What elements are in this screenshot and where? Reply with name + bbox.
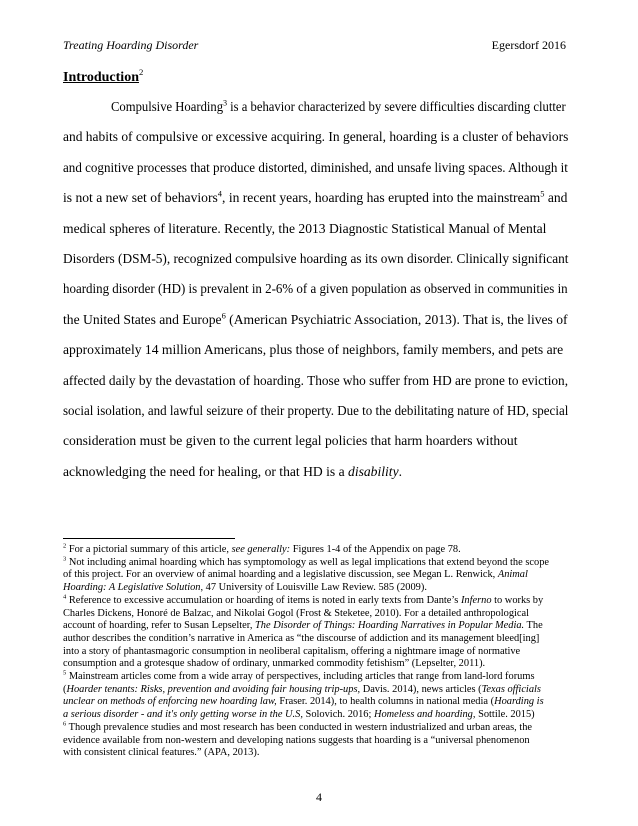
footnote-reference: 6	[221, 310, 226, 321]
text-run: is not a new set of behaviors	[63, 190, 218, 206]
section-heading: Introduction$^2$	[63, 67, 144, 85]
body-line	[111, 97, 566, 114]
text-run: , 47 University of Louisville Law Review. 585 (2009).	[200, 582, 427, 594]
footnote-separator	[63, 538, 235, 539]
body-line	[63, 374, 568, 388]
text-run: (American Psychiatric Association, 2013). That is, the lives of	[225, 311, 568, 327]
footnote-line	[63, 720, 532, 733]
footnote-line	[63, 593, 544, 606]
text-run: Fraser. 2014), to health columns in national media (	[276, 696, 495, 708]
text-run: Reference to excessive accumulation or hoarding of items is noted in early texts from Dante’s	[66, 594, 461, 606]
text-run: Mainstream articles come from a wide array of perspectives, including articles that range from land-lord forums	[66, 671, 535, 682]
footnote-line	[63, 570, 528, 580]
footnote-reference: 6	[63, 720, 67, 728]
text-run: Charles Dickens, Honoré de Balzac, and Nikolai Gogol (Frost & Steketee, 2010). For a detailed anthropological	[63, 607, 530, 619]
text-run: account of hoarding, refer to Susan Lepselter,	[63, 620, 256, 632]
text-run: the United States and Europe	[63, 311, 222, 327]
text-run: approximately 14 million Americans, plus those of neighbors, family members, and pets are	[63, 342, 564, 358]
text-run: evidence available from non-western and developing nations suggests that hoarding is a “universal phenomenon	[63, 734, 530, 746]
italic-text: Texas officials	[481, 683, 541, 695]
footnote-reference: 5	[63, 669, 67, 677]
text-run: Figures 1-4 of the Appendix on page 78.	[290, 544, 461, 555]
text-run: .	[398, 463, 403, 479]
body-line	[63, 404, 568, 418]
italic-text: disability	[348, 463, 399, 479]
italic-text: Hoarder tenants: Risks, prevention and avoiding fair housing trip-ups,	[66, 683, 361, 695]
text-run: into a story of phantasmagoric consumption in neoliberal capitalism, offering a nightmare image of normative	[63, 645, 521, 657]
footnote-line	[63, 555, 549, 568]
footnote-line	[63, 634, 539, 644]
body-line	[63, 222, 546, 236]
italic-text: Animal	[497, 569, 528, 581]
italic-text: a serious disorder - and it's only getting worse in the U.S,	[63, 709, 303, 721]
footnote-line	[63, 669, 535, 682]
text-run: Though prevalence studies and most research has been conducted in western industrialized and urban areas, the	[66, 721, 532, 733]
page-number: 4	[316, 790, 322, 804]
text-run: with consistent clinical features.” (APA, 2013).	[63, 747, 260, 759]
footnote-reference: 4	[217, 188, 223, 199]
footnote-reference: 3	[223, 97, 228, 108]
body-line	[63, 310, 568, 327]
body-line	[63, 282, 568, 296]
text-run: , in recent years, hoarding has erupted into the mainstream	[222, 190, 541, 206]
footnote-line	[63, 542, 461, 555]
text-run: Compulsive Hoarding	[111, 99, 224, 114]
text-run: medical spheres of literature. Recently, the 2013 Diagnostic Statistical Manual of Mental	[63, 220, 547, 236]
body-line	[63, 130, 568, 144]
footnote-reference: 5	[540, 188, 545, 199]
body-line	[63, 252, 568, 266]
text-run: hoarding disorder (HD) is prevalent in 2-6% of a given population as observed in communities in	[63, 281, 568, 297]
footnote-line	[63, 697, 544, 707]
section-heading-text: Introduction	[63, 70, 139, 85]
body-line	[63, 188, 568, 206]
footnote-line	[63, 609, 529, 619]
text-run: Solovich. 2016;	[302, 709, 374, 721]
text-run: and	[544, 190, 568, 206]
footnote-line	[63, 685, 541, 695]
footnote-reference: 2	[63, 542, 67, 550]
italic-text: Inferno	[460, 594, 492, 606]
text-run: consideration must be given to the current legal policies that harm hoarders without	[63, 433, 518, 449]
footnote-line	[63, 659, 485, 669]
text-run: The	[524, 620, 543, 632]
text-run: is a behavior characterized by severe difficulties discarding clutter	[227, 99, 566, 114]
text-run: consumption and a grotesque shadow of ordinary, unmarked commodity fetishism” (Lepselter, 2011).	[63, 658, 486, 670]
body-line	[63, 161, 568, 175]
text-run: Disorders (DSM-5), recognized compulsive hoarding as its own disorder. Clinically significant	[63, 251, 569, 266]
text-run: to works by	[491, 594, 544, 606]
text-run: author describes the condition’s narrative in America as “the discourse of addiction and its management bleed[ing]	[63, 632, 540, 644]
body-line	[63, 465, 402, 479]
body-line	[63, 434, 518, 448]
running-header-title: Treating Hoarding Disorder	[63, 38, 199, 52]
italic-text: Hoarding is	[494, 696, 544, 708]
italic-text: see generally:	[231, 544, 291, 555]
footnote-line	[63, 583, 427, 593]
running-header-author-year: Egersdorf 2016	[491, 38, 566, 52]
italic-text: Hoarding: A Legislative Solution	[63, 582, 201, 594]
text-run: of this project. For an overview of animal hoarding and a legislative discussion, see Megan L. Renwick,	[63, 569, 498, 581]
italic-text: unclear on methods of enforcing new hoarding law,	[63, 696, 277, 708]
footnote-line	[63, 736, 530, 746]
text-run: affected daily by the devastation of hoarding. Those who suffer from HD are prone to eviction,	[63, 372, 569, 388]
italic-text: Homeless and hoarding,	[373, 709, 476, 721]
footnote-reference: 4	[63, 593, 67, 601]
text-run: social isolation, and lawful seizure of their property. Due to the debilitating nature of HD, special	[63, 403, 569, 418]
footnote-line	[63, 647, 520, 657]
text-run: (	[63, 683, 67, 695]
italic-text: The Disorder of Things: Hoarding Narratives in Popular Media.	[255, 620, 525, 632]
body-line	[63, 343, 563, 357]
text-run: and habits of compulsive or excessive acquiring. In general, hoarding is a cluster of behaviors	[63, 129, 569, 145]
text-run: acknowledging the need for healing, or that HD is a	[63, 463, 349, 479]
footnote-line	[63, 621, 543, 631]
text-run: Davis. 2014), news articles (	[360, 683, 482, 695]
footnote-line	[63, 710, 535, 720]
footnote-reference: 3	[63, 555, 67, 563]
footnote-line	[63, 748, 259, 758]
text-run: Sottile. 2015)	[475, 709, 535, 721]
text-run: For a pictorial summary of this article,	[66, 544, 232, 555]
text-run: and cognitive processes that produce distorted, diminished, and unsafe living spaces. Although it	[63, 159, 568, 175]
text-run: Not including animal hoarding which has symptomology as well as legal implications that extend beyond the scope	[66, 556, 549, 568]
